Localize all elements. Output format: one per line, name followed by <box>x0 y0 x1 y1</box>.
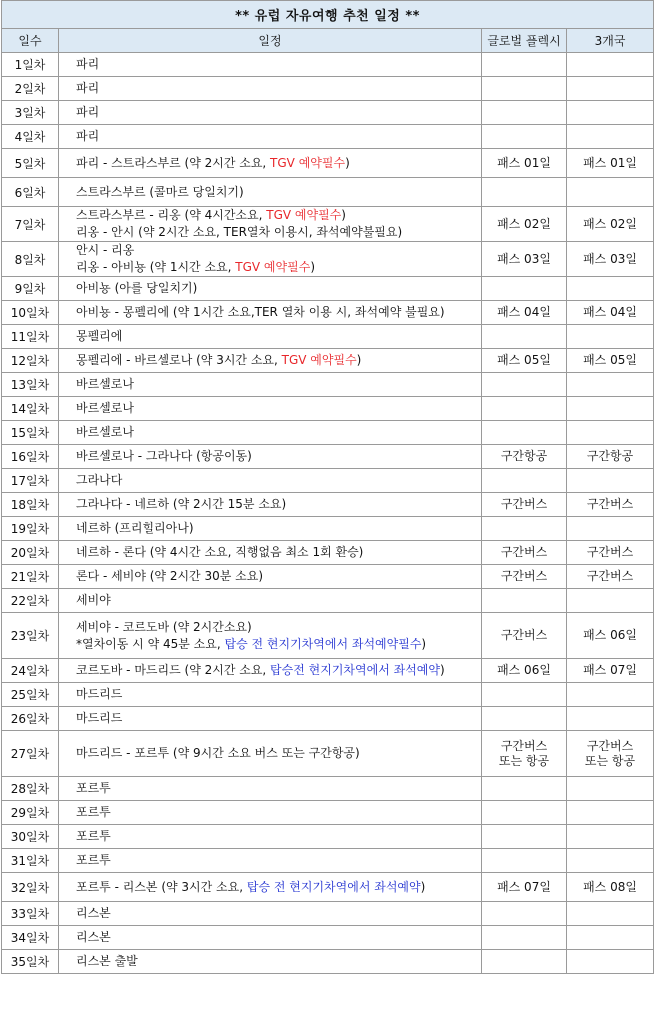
plan-cell: 마드리드 - 포르투 (약 9시간 소요 버스 또는 구간항공) <box>59 731 482 777</box>
plan-cell: 마드리드 <box>59 707 482 731</box>
plan-cell <box>59 242 482 277</box>
plan-cell: 파리 <box>59 53 482 77</box>
plan-highlight: TGV 예약필수 <box>266 208 342 222</box>
table-row <box>2 178 654 207</box>
day-cell: 19일차 <box>2 517 59 541</box>
plan-highlight: TGV 예약필수 <box>235 260 311 274</box>
global-flexi-cell <box>482 53 567 77</box>
day-cell: 2일차 <box>2 77 59 101</box>
table-row <box>2 101 654 125</box>
global-flexi-cell: 패스 02일 <box>482 207 567 242</box>
global-flexi-cell: 패스 04일 <box>482 301 567 325</box>
plan-cell: 론다 - 세비야 (약 2시간 30분 소요) <box>59 565 482 589</box>
three-country-cell <box>567 178 654 207</box>
day-cell: 17일차 <box>2 469 59 493</box>
three-country-cell: 패스 02일 <box>567 207 654 242</box>
global-flexi-cell <box>482 825 567 849</box>
day-cell: 23일차 <box>2 613 59 659</box>
three-country-cell: 패스 01일 <box>567 149 654 178</box>
global-flexi-cell <box>482 373 567 397</box>
day-cell: 3일차 <box>2 101 59 125</box>
global-flexi-cell: 패스 06일 <box>482 659 567 683</box>
day-cell: 8일차 <box>2 242 59 277</box>
three-country-cell <box>567 950 654 974</box>
global-flexi-cell <box>482 707 567 731</box>
table-row <box>2 469 654 493</box>
plan-cell: 바르셀로나 <box>59 373 482 397</box>
day-cell: 31일차 <box>2 849 59 873</box>
table-row <box>2 207 654 242</box>
plan-cell: 네르하 (프리힐리아나) <box>59 517 482 541</box>
plan-line-2: *열차이동 시 약 45분 소요, 탑승 전 현지기차역에서 좌석예약필수) <box>76 636 427 651</box>
three-country-cell: 구간버스 <box>567 541 654 565</box>
three-country-cell <box>567 53 654 77</box>
day-cell: 32일차 <box>2 873 59 902</box>
table-row <box>2 397 654 421</box>
plan-cell <box>59 207 482 242</box>
plan-cell: 스트라스부르 (콜마르 당일치기) <box>59 178 482 207</box>
table-row <box>2 77 654 101</box>
three-country-cell <box>567 421 654 445</box>
table-row <box>2 801 654 825</box>
table-row <box>2 777 654 801</box>
table-row <box>2 849 654 873</box>
plan-line-1: 세비야 - 코르도바 (약 2시간소요) <box>76 619 252 634</box>
table-row <box>2 902 654 926</box>
day-cell: 7일차 <box>2 207 59 242</box>
plan-line-2: 리옹 - 안시 (약 2시간 소요, TER열차 이용시, 좌석예약불필요) <box>76 225 403 239</box>
three-country-cell: 구간버스 <box>567 565 654 589</box>
day-cell: 10일차 <box>2 301 59 325</box>
three-country-cell: 구간버스 <box>567 493 654 517</box>
plan-cell: 코르도바 - 마드리드 (약 2시간 소요, 탑승전 현지기차역에서 좌석예약) <box>59 659 482 683</box>
plan-highlight: 탑승 전 현지기차역에서 좌석예약필수 <box>224 636 422 651</box>
global-flexi-cell <box>482 849 567 873</box>
plan-cell: 네르하 - 론다 (약 4시간 소요, 직행없음 최소 1회 환승) <box>59 541 482 565</box>
three-country-cell <box>567 902 654 926</box>
global-flexi-cell <box>482 777 567 801</box>
day-cell: 1일차 <box>2 53 59 77</box>
three-country-cell: 패스 04일 <box>567 301 654 325</box>
three-country-cell <box>567 849 654 873</box>
global-flexi-cell: 구간항공 <box>482 445 567 469</box>
three-country-cell <box>567 277 654 301</box>
plan-line-1: 스트라스부르 - 리옹 (약 4시간소요, TGV 예약필수) <box>76 208 346 222</box>
plan-cell: 아비뇽 (아를 당일치기) <box>59 277 482 301</box>
plan-cell: 리스본 출발 <box>59 950 482 974</box>
plan-cell: 포르투 <box>59 849 482 873</box>
day-cell: 11일차 <box>2 325 59 349</box>
table-row <box>2 731 654 777</box>
global-flexi-cell <box>482 325 567 349</box>
plan-cell: 그라나다 - 네르하 (약 2시간 15분 소요) <box>59 493 482 517</box>
plan-cell: 바르셀로나 <box>59 397 482 421</box>
three-country-cell: 구간항공 <box>567 445 654 469</box>
table-row <box>2 707 654 731</box>
day-cell: 16일차 <box>2 445 59 469</box>
global-flexi-cell: 패스 03일 <box>482 242 567 277</box>
three-country-cell: 구간버스 또는 항공 <box>567 731 654 777</box>
plan-cell: 리스본 <box>59 902 482 926</box>
plan-cell: 세비야 <box>59 589 482 613</box>
day-cell: 14일차 <box>2 397 59 421</box>
table-row <box>2 325 654 349</box>
three-country-cell <box>567 801 654 825</box>
three-country-cell: 패스 03일 <box>567 242 654 277</box>
plan-cell <box>59 149 482 178</box>
day-cell: 29일차 <box>2 801 59 825</box>
three-country-cell <box>567 125 654 149</box>
global-flexi-cell <box>482 926 567 950</box>
three-country-cell: 패스 08일 <box>567 873 654 902</box>
global-flexi-cell <box>482 421 567 445</box>
three-country-cell <box>567 517 654 541</box>
title-row <box>2 1 654 29</box>
plan-highlight: TGV 예약필수 <box>270 155 346 170</box>
global-flexi-cell: 구간버스 <box>482 493 567 517</box>
plan-cell: 아비뇽 - 몽펠리에 (약 1시간 소요,TER 열차 이용 시, 좌석예약 불필요) <box>59 301 482 325</box>
three-country-cell: 패스 06일 <box>567 613 654 659</box>
three-country-cell <box>567 77 654 101</box>
plan-line-2: 리옹 - 아비뇽 (약 1시간 소요, TGV 예약필수) <box>76 260 315 274</box>
table-row <box>2 242 654 277</box>
global-flexi-cell <box>482 277 567 301</box>
three-country-cell <box>567 325 654 349</box>
page-title: ** 유럽 자유여행 추천 일정 ** <box>2 1 654 29</box>
header-three-country: 3개국 <box>567 29 654 53</box>
global-flexi-cell <box>482 77 567 101</box>
table-row <box>2 873 654 902</box>
three-country-cell <box>567 707 654 731</box>
day-cell: 24일차 <box>2 659 59 683</box>
day-cell: 21일차 <box>2 565 59 589</box>
plan-cell <box>59 613 482 659</box>
plan-cell: 바르셀로나 - 그라나다 (항공이동) <box>59 445 482 469</box>
plan-highlight: 탑승 전 현지기차역에서 좌석예약 <box>246 879 421 894</box>
three-country-cell: 패스 07일 <box>567 659 654 683</box>
itinerary-table <box>1 0 654 974</box>
table-row <box>2 517 654 541</box>
global-flexi-cell: 구간버스 <box>482 541 567 565</box>
three-country-cell <box>567 683 654 707</box>
day-cell: 6일차 <box>2 178 59 207</box>
table-row <box>2 659 654 683</box>
plan-text: 파리 - 스트라스부르 (약 2시간 소요, <box>76 155 271 170</box>
plan-cell: 포르투 <box>59 777 482 801</box>
table-row <box>2 421 654 445</box>
global-flexi-cell <box>482 517 567 541</box>
table-row <box>2 277 654 301</box>
global-flexi-cell <box>482 101 567 125</box>
table-row <box>2 950 654 974</box>
day-cell: 26일차 <box>2 707 59 731</box>
global-flexi-cell: 패스 05일 <box>482 349 567 373</box>
table-row <box>2 589 654 613</box>
day-cell: 33일차 <box>2 902 59 926</box>
plan-cell: 포르투 - 리스본 (약 3시간 소요, 탑승 전 현지기차역에서 좌석예약) <box>59 873 482 902</box>
global-flexi-cell <box>482 683 567 707</box>
three-country-cell <box>567 397 654 421</box>
three-country-cell <box>567 101 654 125</box>
day-cell: 27일차 <box>2 731 59 777</box>
global-flexi-cell: 패스 01일 <box>482 149 567 178</box>
plan-cell: 파리 <box>59 125 482 149</box>
header-global-flexi: 글로벌 플렉시 <box>482 29 567 53</box>
table-row <box>2 125 654 149</box>
three-country-cell <box>567 373 654 397</box>
header-plan: 일정 <box>59 29 482 53</box>
day-cell: 22일차 <box>2 589 59 613</box>
day-cell: 4일차 <box>2 125 59 149</box>
three-country-cell <box>567 589 654 613</box>
table-row <box>2 683 654 707</box>
plan-cell: 포르투 <box>59 801 482 825</box>
table-row <box>2 149 654 178</box>
table-row <box>2 349 654 373</box>
table-row <box>2 445 654 469</box>
global-flexi-cell: 구간버스 <box>482 565 567 589</box>
day-cell: 25일차 <box>2 683 59 707</box>
table-row <box>2 825 654 849</box>
global-flexi-cell <box>482 902 567 926</box>
three-country-cell <box>567 777 654 801</box>
table-row <box>2 493 654 517</box>
global-flexi-cell <box>482 950 567 974</box>
global-flexi-cell: 구간버스 또는 항공 <box>482 731 567 777</box>
day-cell: 13일차 <box>2 373 59 397</box>
day-cell: 15일차 <box>2 421 59 445</box>
table-row <box>2 926 654 950</box>
plan-cell: 몽펠리에 <box>59 325 482 349</box>
table-row <box>2 613 654 659</box>
plan-cell: 포르투 <box>59 825 482 849</box>
three-country-cell: 패스 05일 <box>567 349 654 373</box>
day-cell: 34일차 <box>2 926 59 950</box>
global-flexi-cell: 구간버스 <box>482 613 567 659</box>
plan-cell: 리스본 <box>59 926 482 950</box>
table-row <box>2 53 654 77</box>
table-row <box>2 301 654 325</box>
three-country-cell <box>567 926 654 950</box>
table-row <box>2 565 654 589</box>
header-day: 일수 <box>2 29 59 53</box>
table-row <box>2 373 654 397</box>
plan-cell: 마드리드 <box>59 683 482 707</box>
global-flexi-cell <box>482 125 567 149</box>
three-country-cell <box>567 825 654 849</box>
global-flexi-cell: 패스 07일 <box>482 873 567 902</box>
table-row <box>2 541 654 565</box>
day-cell: 30일차 <box>2 825 59 849</box>
plan-cell: 그라나다 <box>59 469 482 493</box>
global-flexi-cell <box>482 178 567 207</box>
day-cell: 20일차 <box>2 541 59 565</box>
day-cell: 5일차 <box>2 149 59 178</box>
global-flexi-cell <box>482 397 567 421</box>
global-flexi-cell <box>482 589 567 613</box>
plan-line-1: 안시 - 리옹 <box>76 243 135 257</box>
plan-highlight: TGV 예약필수 <box>281 353 357 367</box>
plan-highlight: 탑승전 현지기차역에서 좌석예약 <box>270 663 440 677</box>
plan-cell: 파리 <box>59 77 482 101</box>
day-cell: 9일차 <box>2 277 59 301</box>
day-cell: 35일차 <box>2 950 59 974</box>
day-cell: 18일차 <box>2 493 59 517</box>
global-flexi-cell <box>482 469 567 493</box>
plan-cell: 바르셀로나 <box>59 421 482 445</box>
day-cell: 12일차 <box>2 349 59 373</box>
header-row <box>2 29 654 53</box>
day-cell: 28일차 <box>2 777 59 801</box>
plan-cell: 파리 <box>59 101 482 125</box>
three-country-cell <box>567 469 654 493</box>
global-flexi-cell <box>482 801 567 825</box>
plan-cell: 몽펠리에 - 바르셀로나 (약 3시간 소요, TGV 예약필수) <box>59 349 482 373</box>
plan-tail: ) <box>345 155 350 170</box>
